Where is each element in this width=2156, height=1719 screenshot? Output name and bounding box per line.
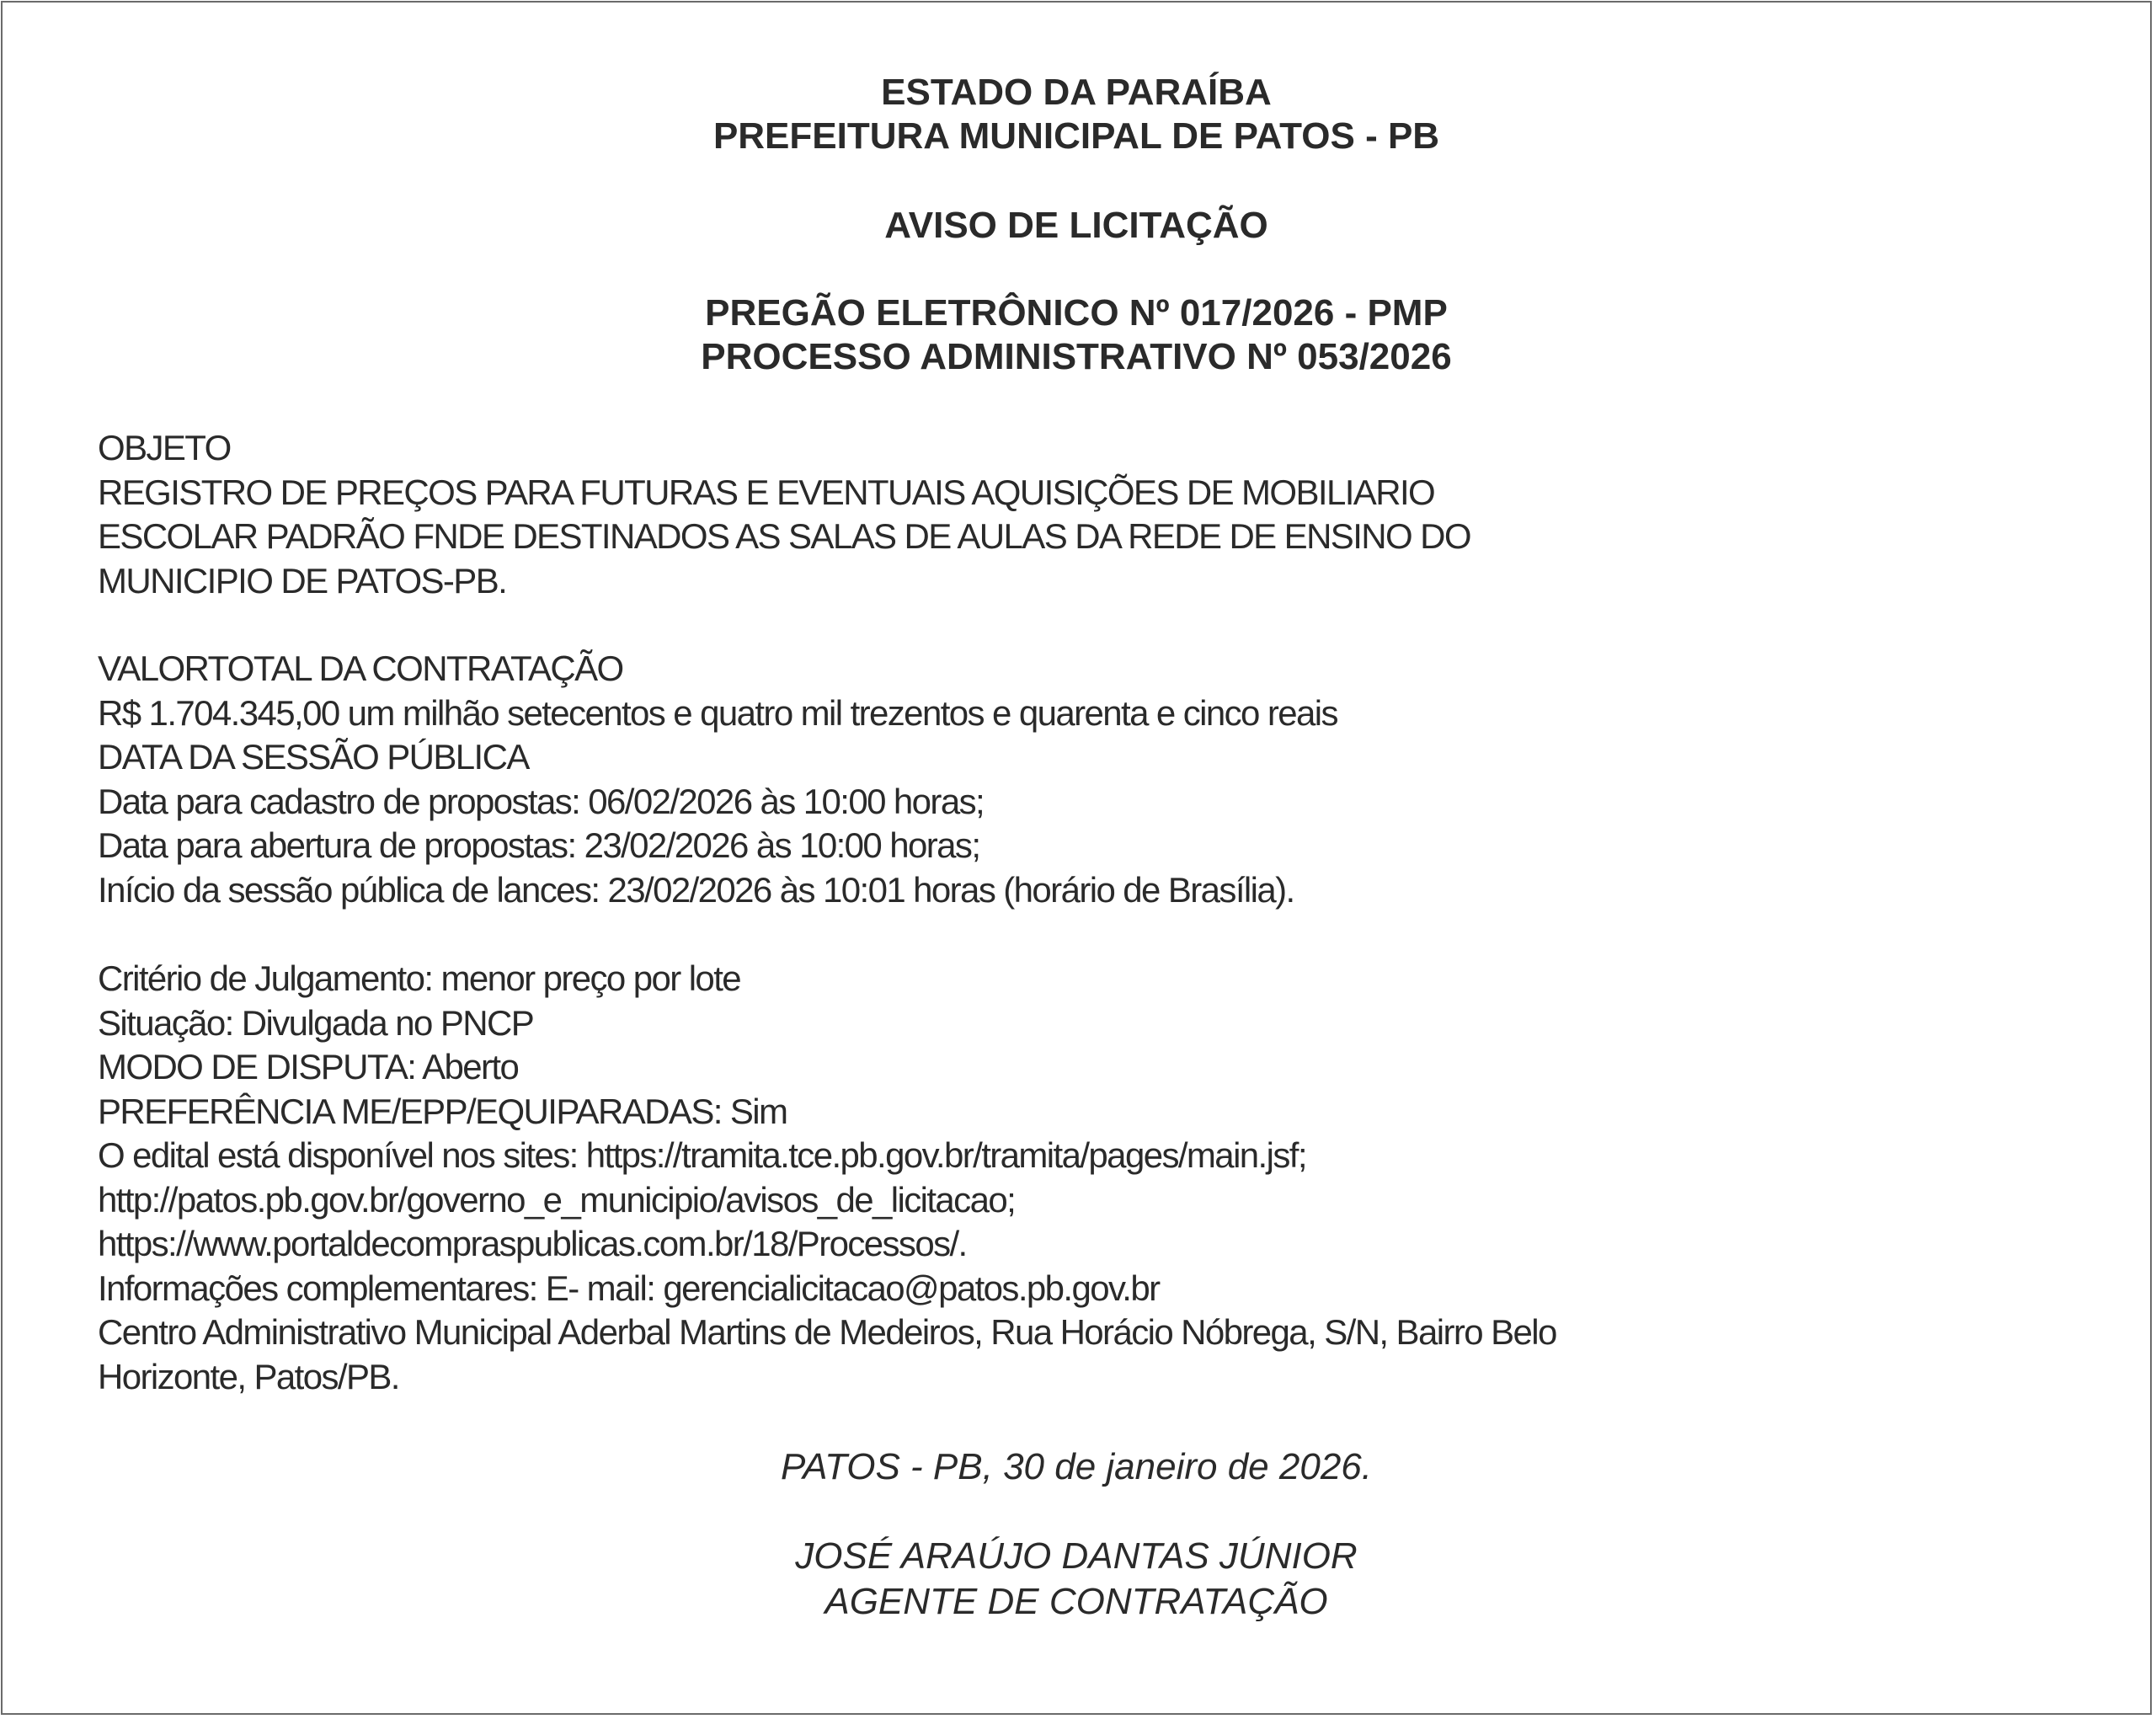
situacao: Situação: Divulgada no PNCP: [98, 1002, 534, 1043]
endereco-line-1: Centro Administrativo Municipal Aderbal Martins de Medeiros, Rua Horácio Nóbrega, S/N, Bairro Belo: [98, 1312, 1556, 1352]
objeto-line-1: REGISTRO DE PREÇOS PARA FUTURAS E EVENTUAIS AQUISIÇÕES DE MOBILIARIO: [98, 472, 1435, 512]
site-patos: http://patos.pb.gov.br/governo_e_municipio/avisos_de_licitacao;: [98, 1179, 1016, 1220]
valor-label: VALORTOTAL DA CONTRATAÇÃO: [98, 649, 623, 688]
criterio-julgamento: Critério de Julgamento: menor preço por lote: [98, 958, 741, 998]
valor-amount: R$ 1.704.345,00 um milhão setecentos e quatro mil trezentos e quarenta e cinco reais: [98, 692, 1337, 733]
objeto-line-2: ESCOLAR PADRÃO FNDE DESTINADOS AS SALAS DE AULAS DA REDE DE ENSINO DO: [98, 516, 1470, 556]
objeto-section: [98, 426, 2052, 603]
preferencia: PREFERÊNCIA ME/EPP/EQUIPARADAS: Sim: [98, 1091, 787, 1131]
details-section: [98, 957, 2052, 1399]
endereco-line-2: Horizonte, Patos/PB.: [98, 1356, 399, 1396]
signer-role: AGENTE DE CONTRATAÇÃO: [825, 1581, 1328, 1622]
sessao-abertura: Data para abertura de propostas: 23/02/2026 às 10:00 horas;: [98, 825, 980, 865]
procurement-identifiers: [0, 291, 2153, 379]
pregao-number: PREGÃO ELETRÔNICO Nº 017/2026 - PMP: [705, 292, 1448, 334]
municipality-name: PREFEITURA MUNICIPAL DE PATOS - PB: [712, 115, 1440, 157]
header-state-block: [0, 71, 2153, 158]
notice-title: AVISO DE LICITAÇÃO: [884, 205, 1268, 246]
sessao-inicio: Início da sessão pública de lances: 23/02/2026 às 10:01 horas (horário de Brasília).: [98, 869, 1294, 910]
objeto-line-3: MUNICIPIO DE PATOS-PB.: [98, 560, 507, 601]
edital-sites: O edital está disponível nos sites: https://tramita.tce.pb.gov.br/tramita/pages/main.jsf;: [98, 1135, 1306, 1175]
modo-disputa: MODO DE DISPUTA: Aberto: [98, 1047, 519, 1086]
signature-block: [0, 1534, 2153, 1625]
sessao-cadastro: Data para cadastro de propostas: 06/02/2026 às 10:00 horas;: [98, 781, 985, 821]
place-date: PATOS - PB, 30 de janeiro de 2026.: [781, 1446, 1372, 1487]
site-portal: https://www.portaldecompraspublicas.com.br/18/Processos/.: [98, 1224, 967, 1263]
informacoes-complementares: Informações complementares: E- mail: gerencialicitacao@patos.pb.gov.br: [98, 1268, 1160, 1308]
processo-number: PROCESSO ADMINISTRATIVO Nº 053/2026: [701, 336, 1452, 377]
signer-name: JOSÉ ARAÚJO DANTAS JÚNIOR: [795, 1535, 1358, 1577]
objeto-label: OBJETO: [98, 428, 231, 467]
state-name: ESTADO DA PARAÍBA: [881, 72, 1272, 113]
valor-sessao-section: [98, 647, 2052, 912]
sessao-label: DATA DA SESSÃO PÚBLICA: [98, 737, 529, 777]
